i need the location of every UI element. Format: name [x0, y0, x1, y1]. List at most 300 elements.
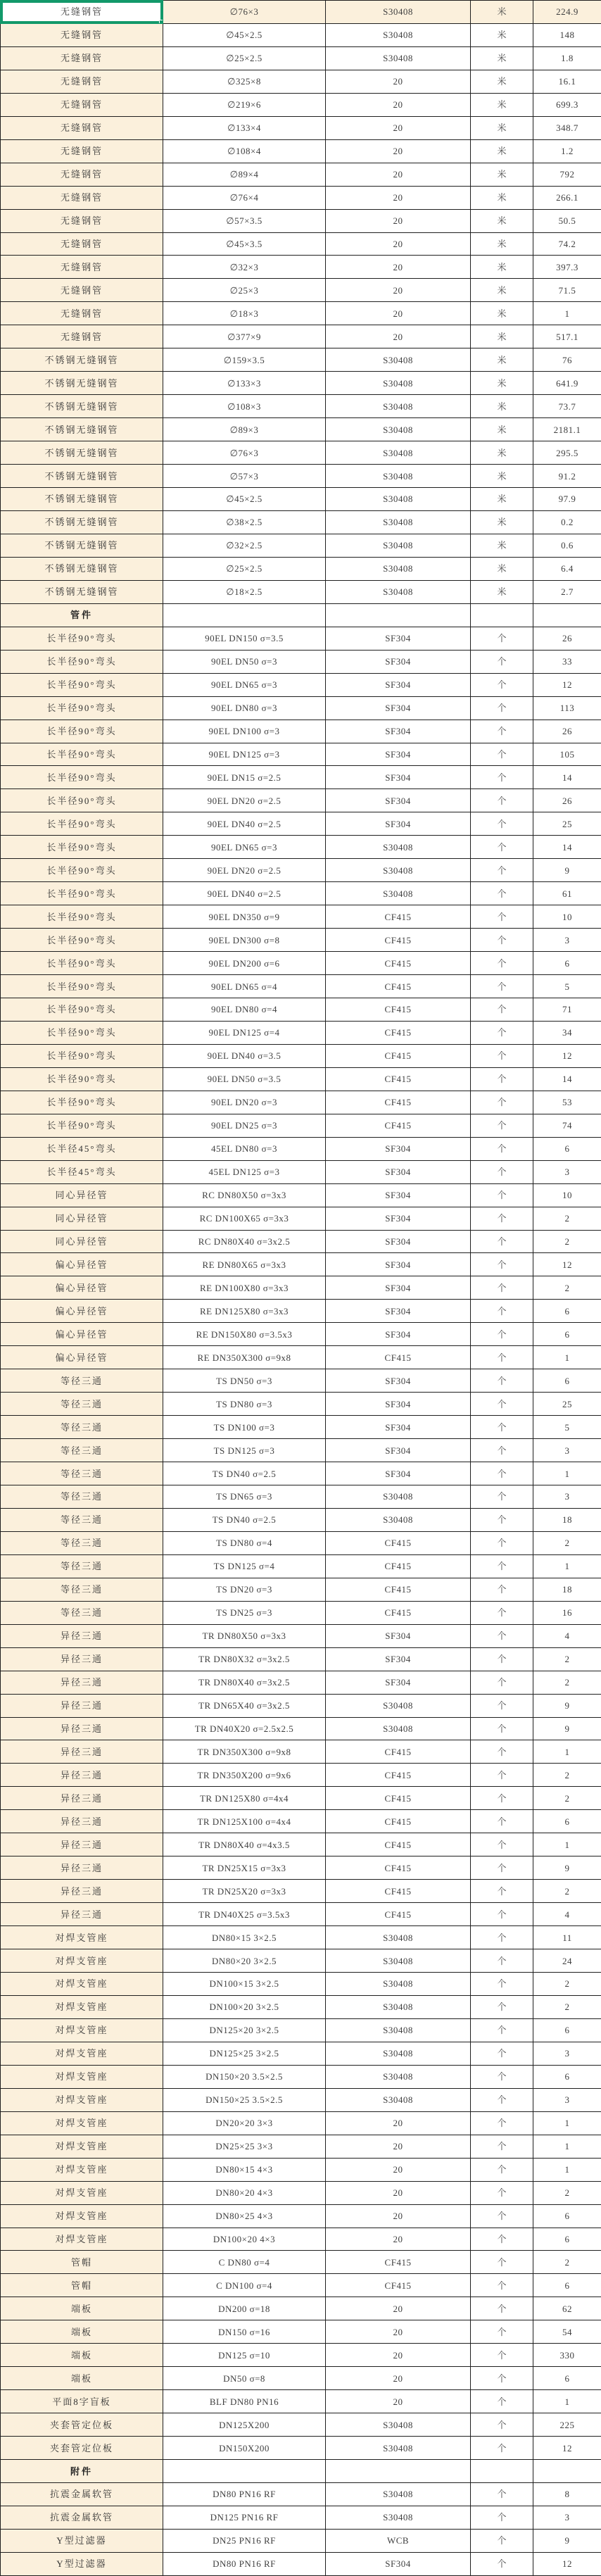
cell-spec[interactable]: ∅76×3 [163, 1, 326, 24]
cell-unit[interactable]: 个 [471, 1740, 533, 1764]
cell-spec[interactable]: C DN100 σ=4 [163, 2274, 326, 2297]
cell-name[interactable]: 长半径45°弯头 [1, 1160, 163, 1183]
cell-name[interactable]: 等径三通 [1, 1531, 163, 1554]
cell-material[interactable]: 20 [326, 2135, 471, 2158]
cell-material[interactable]: S30408 [326, 465, 471, 488]
cell-material[interactable]: S30408 [326, 418, 471, 441]
cell-spec[interactable]: ∅32×3 [163, 256, 326, 279]
cell-material[interactable]: S30408 [326, 2437, 471, 2460]
cell-spec[interactable]: RE DN80X65 σ=3x3 [163, 1253, 326, 1276]
cell-qty[interactable]: 2 [533, 1671, 601, 1694]
cell-spec[interactable]: TR DN125X80 σ=4x4 [163, 1787, 326, 1810]
cell-material[interactable]: CF415 [326, 952, 471, 975]
cell-name[interactable]: 夹套管定位板 [1, 2413, 163, 2437]
cell-qty[interactable]: 1 [533, 2111, 601, 2135]
cell-qty[interactable]: 18 [533, 1508, 601, 1531]
cell-unit[interactable]: 个 [471, 789, 533, 812]
cell-name[interactable]: 长半径90°弯头 [1, 766, 163, 789]
cell-unit[interactable]: 个 [471, 998, 533, 1021]
cell-unit[interactable]: 个 [471, 1230, 533, 1253]
cell-material[interactable]: CF415 [326, 2251, 471, 2274]
cell-material[interactable]: SF304 [326, 812, 471, 836]
cell-spec[interactable]: RE DN100X80 σ=3x3 [163, 1276, 326, 1300]
cell-spec[interactable]: DN20×20 3×3 [163, 2111, 326, 2135]
cell-name[interactable]: 异径三通 [1, 1880, 163, 1903]
cell-name[interactable]: 长半径90°弯头 [1, 812, 163, 836]
cell-unit[interactable]: 个 [471, 1717, 533, 1740]
cell-qty[interactable]: 25 [533, 812, 601, 836]
cell-unit[interactable]: 个 [471, 1091, 533, 1114]
cell-material[interactable]: 20 [326, 2344, 471, 2367]
cell-material[interactable]: 20 [326, 2228, 471, 2251]
cell-qty[interactable]: 6 [533, 2065, 601, 2088]
cell-name[interactable]: 长半径90°弯头 [1, 975, 163, 998]
cell-unit[interactable] [471, 2460, 533, 2483]
cell-name[interactable]: 异径三通 [1, 1833, 163, 1856]
cell-name[interactable]: 无缝钢管 [1, 186, 163, 209]
cell-unit[interactable]: 米 [471, 256, 533, 279]
cell-name[interactable]: 无缝钢管 [1, 325, 163, 348]
cell-qty[interactable]: 26 [533, 720, 601, 743]
cell-unit[interactable]: 个 [471, 2344, 533, 2367]
cell-spec[interactable]: DN80×15 4×3 [163, 2158, 326, 2181]
cell-name[interactable]: 长半径90°弯头 [1, 905, 163, 929]
cell-name[interactable]: 等径三通 [1, 1393, 163, 1416]
cell-qty[interactable]: 0.6 [533, 534, 601, 557]
cell-spec[interactable]: BLF DN80 PN16 [163, 2390, 326, 2413]
cell-unit[interactable]: 个 [471, 1880, 533, 1903]
cell-spec[interactable]: DN200 σ=18 [163, 2297, 326, 2320]
cell-material[interactable]: SF304 [326, 1230, 471, 1253]
cell-spec[interactable]: RE DN125X80 σ=3x3 [163, 1300, 326, 1323]
cell-spec[interactable]: 90EL DN50 σ=3 [163, 650, 326, 673]
cell-spec[interactable]: RE DN150X80 σ=3.5x3 [163, 1323, 326, 1346]
cell-material[interactable]: S30408 [326, 2482, 471, 2506]
cell-spec[interactable]: TS DN80 σ=3 [163, 1393, 326, 1416]
cell-material[interactable]: 20 [326, 2297, 471, 2320]
cell-material[interactable]: 20 [326, 232, 471, 256]
cell-name[interactable]: Y型过滤器 [1, 2529, 163, 2552]
cell-spec[interactable]: ∅108×4 [163, 139, 326, 163]
cell-qty[interactable]: 10 [533, 1183, 601, 1207]
cell-name[interactable]: 长半径90°弯头 [1, 1091, 163, 1114]
cell-unit[interactable]: 个 [471, 2506, 533, 2529]
cell-qty[interactable]: 517.1 [533, 325, 601, 348]
cell-unit[interactable]: 米 [471, 1, 533, 24]
cell-material[interactable]: SF304 [326, 1207, 471, 1230]
cell-unit[interactable]: 米 [471, 395, 533, 418]
cell-spec[interactable]: DN25 PN16 RF [163, 2529, 326, 2552]
cell-material[interactable]: 20 [326, 93, 471, 116]
cell-material[interactable]: SF304 [326, 720, 471, 743]
cell-spec[interactable]: DN80 PN16 RF [163, 2552, 326, 2575]
cell-material[interactable]: S30408 [326, 1926, 471, 1949]
cell-unit[interactable]: 个 [471, 1554, 533, 1578]
cell-name[interactable]: Y型过滤器 [1, 2552, 163, 2575]
cell-spec[interactable]: 90EL DN300 σ=8 [163, 929, 326, 952]
cell-unit[interactable]: 个 [471, 2181, 533, 2204]
cell-unit[interactable] [471, 603, 533, 627]
cell-qty[interactable]: 6 [533, 2204, 601, 2228]
cell-spec[interactable]: 90EL DN15 σ=2.5 [163, 766, 326, 789]
cell-spec[interactable]: TS DN40 σ=2.5 [163, 1508, 326, 1531]
cell-unit[interactable]: 米 [471, 534, 533, 557]
cell-qty[interactable]: 12 [533, 1044, 601, 1067]
cell-qty[interactable]: 10 [533, 905, 601, 929]
cell-material[interactable]: SF304 [326, 1253, 471, 1276]
cell-name[interactable]: 长半径90°弯头 [1, 789, 163, 812]
cell-material[interactable]: SF304 [326, 1276, 471, 1300]
cell-name[interactable]: 长半径90°弯头 [1, 1114, 163, 1137]
cell-unit[interactable]: 个 [471, 1160, 533, 1183]
cell-unit[interactable]: 个 [471, 2320, 533, 2344]
cell-qty[interactable]: 12 [533, 1253, 601, 1276]
cell-spec[interactable]: 45EL DN125 σ=3 [163, 1160, 326, 1183]
cell-unit[interactable]: 米 [471, 163, 533, 186]
cell-spec[interactable]: ∅57×3.5 [163, 209, 326, 232]
cell-name[interactable]: 不锈钢无缝钢管 [1, 418, 163, 441]
cell-material[interactable]: 20 [326, 70, 471, 93]
cell-material[interactable] [326, 2460, 471, 2483]
cell-material[interactable]: CF415 [326, 1810, 471, 1833]
cell-material[interactable]: 20 [326, 2111, 471, 2135]
cell-qty[interactable]: 2 [533, 1230, 601, 1253]
cell-material[interactable]: SF304 [326, 789, 471, 812]
cell-spec[interactable]: RC DN80X40 σ=3x2.5 [163, 1230, 326, 1253]
cell-spec[interactable]: DN150×25 3.5×2.5 [163, 2088, 326, 2111]
cell-name[interactable]: 无缝钢管 [1, 302, 163, 325]
cell-spec[interactable]: DN125×25 3×2.5 [163, 2042, 326, 2065]
cell-material[interactable]: SF304 [326, 1160, 471, 1183]
cell-name[interactable]: 长半径90°弯头 [1, 836, 163, 859]
cell-qty[interactable]: 266.1 [533, 186, 601, 209]
cell-spec[interactable]: 90EL DN125 σ=4 [163, 1021, 326, 1044]
cell-name[interactable]: 对焊支管座 [1, 2018, 163, 2042]
cell-unit[interactable]: 个 [471, 1462, 533, 1485]
cell-unit[interactable]: 个 [471, 2204, 533, 2228]
cell-material[interactable]: SF304 [326, 1624, 471, 1647]
cell-spec[interactable]: ∅325×8 [163, 70, 326, 93]
cell-unit[interactable]: 米 [471, 348, 533, 372]
cell-qty[interactable]: 641.9 [533, 372, 601, 395]
cell-name[interactable]: 等径三通 [1, 1554, 163, 1578]
cell-name[interactable]: 无缝钢管 [1, 279, 163, 302]
cell-spec[interactable]: RC DN100X65 σ=3x3 [163, 1207, 326, 1230]
cell-unit[interactable]: 个 [471, 1044, 533, 1067]
cell-unit[interactable]: 个 [471, 1369, 533, 1393]
cell-qty[interactable]: 5 [533, 1416, 601, 1439]
cell-qty[interactable]: 76 [533, 348, 601, 372]
cell-spec[interactable]: ∅25×2.5 [163, 557, 326, 580]
cell-name[interactable]: 异径三通 [1, 1810, 163, 1833]
cell-spec[interactable]: DN125 PN16 RF [163, 2506, 326, 2529]
cell-name[interactable]: 不锈钢无缝钢管 [1, 534, 163, 557]
cell-material[interactable]: S30408 [326, 2065, 471, 2088]
cell-material[interactable]: CF415 [326, 1554, 471, 1578]
cell-name[interactable]: 对焊支管座 [1, 2204, 163, 2228]
cell-material[interactable]: SF304 [326, 1300, 471, 1323]
cell-unit[interactable]: 米 [471, 418, 533, 441]
cell-qty[interactable]: 9 [533, 1717, 601, 1740]
cell-name[interactable]: 附件 [1, 2460, 163, 2483]
cell-name[interactable]: 等径三通 [1, 1508, 163, 1531]
cell-spec[interactable]: RC DN80X50 σ=3x3 [163, 1183, 326, 1207]
cell-qty[interactable]: 2 [533, 1995, 601, 2018]
cell-unit[interactable]: 个 [471, 1833, 533, 1856]
cell-unit[interactable]: 个 [471, 1647, 533, 1671]
cell-unit[interactable]: 个 [471, 1671, 533, 1694]
cell-unit[interactable]: 个 [471, 2135, 533, 2158]
cell-spec[interactable]: ∅18×2.5 [163, 580, 326, 603]
cell-unit[interactable]: 个 [471, 1183, 533, 1207]
cell-material[interactable]: S30408 [326, 441, 471, 465]
cell-qty[interactable]: 73.7 [533, 395, 601, 418]
cell-name[interactable]: 等径三通 [1, 1369, 163, 1393]
cell-spec[interactable]: DN150×20 3.5×2.5 [163, 2065, 326, 2088]
cell-qty[interactable]: 397.3 [533, 256, 601, 279]
cell-name[interactable]: 长半径90°弯头 [1, 720, 163, 743]
cell-qty[interactable]: 148 [533, 23, 601, 46]
cell-spec[interactable]: DN50 σ=8 [163, 2367, 326, 2390]
cell-name[interactable]: 等径三通 [1, 1462, 163, 1485]
cell-qty[interactable]: 74 [533, 1114, 601, 1137]
cell-spec[interactable]: TS DN65 σ=3 [163, 1485, 326, 1509]
cell-qty[interactable] [533, 603, 601, 627]
cell-qty[interactable]: 1 [533, 1833, 601, 1856]
cell-material[interactable]: S30408 [326, 859, 471, 882]
cell-unit[interactable]: 米 [471, 70, 533, 93]
cell-material[interactable] [326, 603, 471, 627]
cell-unit[interactable]: 个 [471, 1601, 533, 1624]
cell-spec[interactable]: ∅57×3 [163, 465, 326, 488]
cell-qty[interactable]: 2 [533, 2251, 601, 2274]
cell-material[interactable]: S30408 [326, 46, 471, 70]
cell-material[interactable]: CF415 [326, 1740, 471, 1764]
cell-name[interactable]: 异径三通 [1, 1787, 163, 1810]
cell-unit[interactable]: 米 [471, 325, 533, 348]
cell-spec[interactable]: ∅25×2.5 [163, 46, 326, 70]
cell-material[interactable]: S30408 [326, 1485, 471, 1509]
cell-spec[interactable]: TS DN20 σ=3 [163, 1578, 326, 1601]
cell-spec[interactable]: ∅133×3 [163, 372, 326, 395]
cell-unit[interactable]: 个 [471, 1323, 533, 1346]
cell-unit[interactable]: 个 [471, 2529, 533, 2552]
cell-qty[interactable]: 2 [533, 2181, 601, 2204]
cell-spec[interactable]: ∅38×2.5 [163, 510, 326, 534]
cell-unit[interactable]: 米 [471, 116, 533, 139]
cell-spec[interactable]: DN150 σ=16 [163, 2320, 326, 2344]
cell-qty[interactable]: 3 [533, 1160, 601, 1183]
cell-name[interactable]: 长半径90°弯头 [1, 696, 163, 720]
cell-spec[interactable]: DN125×20 3×2.5 [163, 2018, 326, 2042]
cell-name[interactable]: 同心异径管 [1, 1230, 163, 1253]
cell-qty[interactable]: 1 [533, 2390, 601, 2413]
cell-unit[interactable]: 米 [471, 510, 533, 534]
cell-name[interactable]: 不锈钢无缝钢管 [1, 580, 163, 603]
cell-qty[interactable]: 1 [533, 1462, 601, 1485]
cell-qty[interactable]: 71 [533, 998, 601, 1021]
cell-qty[interactable]: 24 [533, 1949, 601, 1973]
cell-spec[interactable]: TS DN125 σ=3 [163, 1439, 326, 1462]
cell-qty[interactable]: 1 [533, 2158, 601, 2181]
cell-name[interactable]: 对焊支管座 [1, 1949, 163, 1973]
cell-qty[interactable]: 14 [533, 836, 601, 859]
cell-spec[interactable]: 90EL DN80 σ=4 [163, 998, 326, 1021]
cell-qty[interactable]: 3 [533, 2042, 601, 2065]
cell-name[interactable]: 无缝钢管 [1, 46, 163, 70]
cell-name[interactable]: 长半径90°弯头 [1, 998, 163, 1021]
cell-unit[interactable]: 个 [471, 975, 533, 998]
cell-unit[interactable]: 个 [471, 2274, 533, 2297]
cell-spec[interactable]: TS DN50 σ=3 [163, 1369, 326, 1393]
cell-qty[interactable]: 54 [533, 2320, 601, 2344]
cell-spec[interactable]: RE DN350X300 σ=9x8 [163, 1346, 326, 1369]
cell-name[interactable]: 端板 [1, 2320, 163, 2344]
selected-cell[interactable]: 无缝钢管 [1, 1, 163, 24]
cell-qty[interactable]: 6 [533, 2274, 601, 2297]
cell-qty[interactable]: 12 [533, 2437, 601, 2460]
cell-name[interactable]: 等径三通 [1, 1416, 163, 1439]
cell-name[interactable]: 无缝钢管 [1, 70, 163, 93]
cell-qty[interactable]: 6 [533, 952, 601, 975]
cell-name[interactable]: 无缝钢管 [1, 209, 163, 232]
cell-name[interactable]: 对焊支管座 [1, 2181, 163, 2204]
cell-unit[interactable]: 个 [471, 1531, 533, 1554]
cell-qty[interactable]: 6 [533, 2367, 601, 2390]
cell-qty[interactable]: 105 [533, 743, 601, 766]
cell-spec[interactable] [163, 2460, 326, 2483]
cell-qty[interactable]: 9 [533, 859, 601, 882]
cell-qty[interactable]: 2 [533, 1531, 601, 1554]
cell-spec[interactable]: 90EL DN40 σ=2.5 [163, 812, 326, 836]
cell-unit[interactable]: 米 [471, 302, 533, 325]
cell-spec[interactable]: 90EL DN200 σ=6 [163, 952, 326, 975]
cell-material[interactable]: SF304 [326, 1323, 471, 1346]
cell-unit[interactable]: 个 [471, 905, 533, 929]
cell-name[interactable]: 长半径45°弯头 [1, 1137, 163, 1160]
cell-spec[interactable]: ∅32×2.5 [163, 534, 326, 557]
cell-name[interactable]: 异径三通 [1, 1764, 163, 1787]
cell-unit[interactable]: 米 [471, 488, 533, 511]
cell-material[interactable]: 20 [326, 2367, 471, 2390]
cell-material[interactable]: 20 [326, 139, 471, 163]
cell-material[interactable]: S30408 [326, 580, 471, 603]
cell-material[interactable]: CF415 [326, 1856, 471, 1880]
cell-material[interactable]: 20 [326, 279, 471, 302]
cell-qty[interactable]: 53 [533, 1091, 601, 1114]
cell-name[interactable]: 偏心异径管 [1, 1276, 163, 1300]
cell-name[interactable]: 长半径90°弯头 [1, 859, 163, 882]
cell-material[interactable]: S30408 [326, 395, 471, 418]
cell-qty[interactable]: 224.9 [533, 1, 601, 24]
cell-spec[interactable]: 90EL DN350 σ=9 [163, 905, 326, 929]
cell-qty[interactable]: 330 [533, 2344, 601, 2367]
cell-spec[interactable]: ∅108×3 [163, 395, 326, 418]
cell-unit[interactable]: 个 [471, 650, 533, 673]
cell-name[interactable]: 无缝钢管 [1, 139, 163, 163]
cell-material[interactable]: CF415 [326, 1880, 471, 1903]
cell-qty[interactable]: 9 [533, 1694, 601, 1717]
cell-material[interactable]: CF415 [326, 2274, 471, 2297]
cell-spec[interactable]: 90EL DN20 σ=2.5 [163, 859, 326, 882]
cell-name[interactable]: 长半径90°弯头 [1, 743, 163, 766]
cell-name[interactable]: 端板 [1, 2344, 163, 2367]
cell-qty[interactable]: 18 [533, 1578, 601, 1601]
cell-material[interactable]: S30408 [326, 1694, 471, 1717]
cell-spec[interactable]: ∅89×4 [163, 163, 326, 186]
cell-material[interactable]: SF304 [326, 650, 471, 673]
cell-material[interactable]: SF304 [326, 673, 471, 696]
cell-qty[interactable]: 97.9 [533, 488, 601, 511]
cell-qty[interactable]: 2 [533, 1276, 601, 1300]
cell-material[interactable]: SF304 [326, 2552, 471, 2575]
cell-qty[interactable]: 61 [533, 882, 601, 905]
cell-name[interactable]: 对焊支管座 [1, 1926, 163, 1949]
cell-spec[interactable]: TR DN40X20 σ=2.5x2.5 [163, 1717, 326, 1740]
cell-spec[interactable]: ∅377×9 [163, 325, 326, 348]
cell-material[interactable]: SF304 [326, 1137, 471, 1160]
cell-qty[interactable]: 792 [533, 163, 601, 186]
cell-unit[interactable]: 个 [471, 1346, 533, 1369]
cell-qty[interactable]: 2 [533, 1647, 601, 1671]
cell-spec[interactable]: 90EL DN20 σ=3 [163, 1091, 326, 1114]
cell-unit[interactable]: 个 [471, 2065, 533, 2088]
cell-name[interactable]: 对焊支管座 [1, 1995, 163, 2018]
cell-material[interactable]: SF304 [326, 766, 471, 789]
cell-qty[interactable]: 12 [533, 2552, 601, 2575]
cell-name[interactable]: 长半径90°弯头 [1, 1044, 163, 1067]
cell-unit[interactable]: 个 [471, 2228, 533, 2251]
cell-qty[interactable]: 12 [533, 673, 601, 696]
cell-unit[interactable]: 个 [471, 1485, 533, 1509]
cell-qty[interactable]: 71.5 [533, 279, 601, 302]
cell-material[interactable]: SF304 [326, 1647, 471, 1671]
cell-unit[interactable]: 个 [471, 1787, 533, 1810]
cell-material[interactable]: CF415 [326, 1833, 471, 1856]
cell-qty[interactable]: 6 [533, 1810, 601, 1833]
cell-material[interactable]: S30408 [326, 488, 471, 511]
cell-name[interactable]: 无缝钢管 [1, 23, 163, 46]
cell-material[interactable]: S30408 [326, 372, 471, 395]
cell-qty[interactable]: 2 [533, 1787, 601, 1810]
cell-material[interactable]: 20 [326, 2158, 471, 2181]
cell-name[interactable]: 长半径90°弯头 [1, 882, 163, 905]
cell-unit[interactable]: 个 [471, 627, 533, 650]
cell-name[interactable]: 不锈钢无缝钢管 [1, 510, 163, 534]
cell-qty[interactable]: 6 [533, 2018, 601, 2042]
cell-name[interactable]: 偏心异径管 [1, 1300, 163, 1323]
cell-material[interactable]: S30408 [326, 1973, 471, 1996]
cell-unit[interactable]: 个 [471, 859, 533, 882]
cell-qty[interactable]: 1 [533, 1740, 601, 1764]
cell-name[interactable]: 无缝钢管 [1, 256, 163, 279]
cell-spec[interactable]: 90EL DN65 σ=3 [163, 836, 326, 859]
cell-spec[interactable]: ∅159×3.5 [163, 348, 326, 372]
cell-spec[interactable]: ∅76×3 [163, 441, 326, 465]
cell-qty[interactable]: 14 [533, 766, 601, 789]
cell-name[interactable]: 对焊支管座 [1, 2065, 163, 2088]
cell-material[interactable]: SF304 [326, 627, 471, 650]
cell-unit[interactable]: 个 [471, 812, 533, 836]
cell-material[interactable]: CF415 [326, 1114, 471, 1137]
cell-unit[interactable]: 个 [471, 2251, 533, 2274]
cell-material[interactable]: S30408 [326, 882, 471, 905]
cell-material[interactable]: 20 [326, 116, 471, 139]
cell-qty[interactable]: 34 [533, 1021, 601, 1044]
cell-name[interactable]: 对焊支管座 [1, 2042, 163, 2065]
cell-name[interactable]: 等径三通 [1, 1578, 163, 1601]
cell-spec[interactable]: TS DN100 σ=3 [163, 1416, 326, 1439]
